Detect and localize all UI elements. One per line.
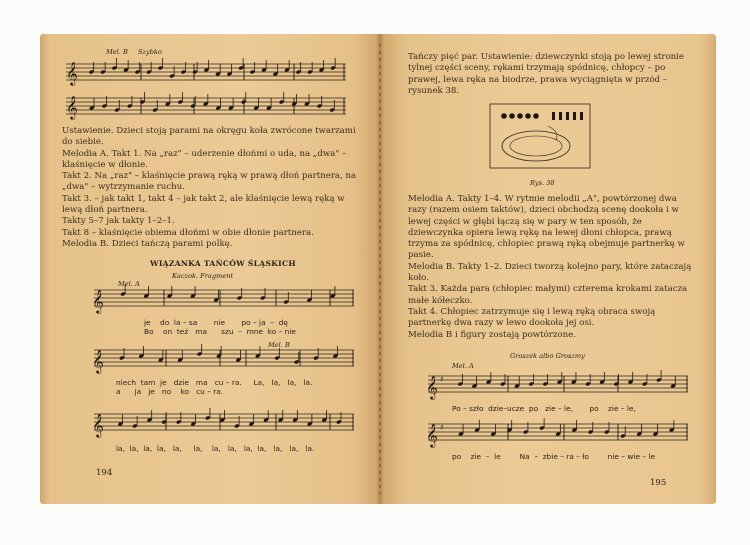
svg-text:♯: ♯ — [440, 423, 444, 432]
right-paragraph: Melodia B. Takty 1–2. Dzieci tworzą kolejno pary, które zataczają koło. — [408, 261, 692, 284]
svg-text:♯: ♯ — [440, 375, 444, 384]
staff-mel-b-2 — [66, 92, 356, 122]
left-paragraph: Takt 3. – jak takt 1, takt 4 – jak takt 2, ale klaśnięcie lewą ręką w lewą dłoń partnera. — [62, 193, 345, 216]
staff-mel-b2 — [94, 410, 380, 438]
lyrics-line: Bo on też ma szu – mne ko – nie — [144, 327, 296, 336]
right-page — [380, 34, 716, 504]
left-paragraph: Melodia A. Takt 1. Na „raz" – uderzenie dłońmi o uda, na „dwa" – klaśnięcie w dłonie. — [62, 148, 347, 170]
tempo-label: Szybko — [138, 48, 162, 56]
lyrics-line: niech tam je dzie ma cu – ra. La, la, la, la. — [116, 378, 313, 387]
svg-text:𝄞: 𝄞 — [66, 95, 78, 119]
dance-figure-diagram — [490, 104, 600, 174]
staff-mel-b-1 — [66, 58, 356, 88]
lyrics-line: a ja je no ko cu – ra. — [116, 387, 224, 396]
staff-mel-a-1 — [94, 286, 380, 314]
staff-mel-a-2 — [94, 346, 380, 374]
left-paragraph: Takt 8 – klaśnięcie obiema dłońmi w obie dłonie partnera. — [62, 227, 314, 238]
right-intro-text — [408, 52, 698, 97]
svg-text:𝄞: 𝄞 — [66, 61, 78, 85]
figure-caption: Rys. 38 — [530, 179, 555, 187]
svg-text:𝄞: 𝄞 — [92, 413, 104, 437]
lyrics-line: Po – szło dzie–ucze po zie – le, po zie – le, — [452, 404, 636, 413]
page-number-right: 195 — [650, 478, 667, 488]
left-page — [40, 34, 380, 504]
page-stack-edge — [714, 40, 716, 502]
song-title: Groszek albo Groszmy — [510, 352, 585, 360]
svg-text:𝄞: 𝄞 — [92, 289, 104, 313]
left-paragraph: Ustawienie. Dzieci stoją parami na okręgu koła zwrócone twarzami do siebie. — [62, 126, 356, 148]
mel-b2-label: Mel. B — [268, 341, 290, 349]
svg-text:𝄞: 𝄞 — [426, 375, 438, 399]
svg-text:𝄞: 𝄞 — [92, 349, 104, 373]
svg-text:𝄞: 𝄞 — [426, 423, 438, 447]
lyrics-line: je do la – sa nie po – ja – dę — [144, 318, 288, 327]
binding-stitch — [379, 44, 381, 494]
mel-b-label: Mel. B — [106, 48, 128, 56]
staff-right-1 — [428, 372, 708, 400]
left-paragraph: Melodia B. Dzieci tańczą parami polkę. — [62, 238, 233, 249]
right-paragraph: Tańczy pięć par. Ustawienie: dziewczynki stoją po lewej stronie tylnej części sceny, rękami trzymają spódnicę, chłopcy – po prawej, lewa ręka na biodrze, prawa wyciągnięta w przód – rysunek 38. — [408, 52, 684, 96]
mel-a-label: Mel. A — [118, 280, 140, 288]
right-paragraph: Melodia A. Takty 1–4. W rytmie melodii „A", powtórzonej dwa razy (razem osiem taktów), dzieci obchodzą scenę dookoła i w lewej części w głębi łączą się w pary w ten sposób, że dziewczynka opiera lewą rękę na lewej dłoni chłopca, prawą trzyma za spódnicę, chłopiec prawą ręką obejmuje partnerkę w pasie. — [408, 194, 685, 261]
page-number-left: 194 — [96, 468, 113, 478]
open-book — [40, 34, 716, 504]
section-title: WIĄZANKA TAŃCÓW ŚLĄSKICH — [150, 259, 296, 268]
mel-a-label-right: Mel. A — [452, 362, 474, 370]
left-paragraph: Takt 2. Na „raz" – klaśnięcie prawą ręką w prawą dłoń partnera, na „dwa" – wytrzymanie ruchu. — [62, 171, 357, 193]
right-body-text — [408, 194, 698, 341]
right-paragraph: Takt 3. Każda para (chłopiec małymi) czterema krokami zatacza małe kółeczko. — [408, 284, 688, 306]
lyrics-line: po zie – le Na – zbie – ra – ło nie – wie – le — [452, 452, 655, 461]
song-subtitle: Kaczok. Fragment — [172, 272, 234, 280]
right-paragraph: Takt 4. Chłopiec zatrzymuje się i lewą ręką obraca swoją partnerkę dwa razy w lewo dookoła jej osi. — [408, 306, 656, 329]
lyrics-line: la, la, la, la, la, la, la, la, la, la, la, la, la. — [116, 444, 315, 453]
right-paragraph: Melodia B i figury zostają powtórzone. — [408, 329, 576, 340]
staff-right-2 — [428, 420, 708, 448]
left-paragraph: Takty 5–7 jak takty 1–2–1. — [62, 216, 175, 227]
left-body-text — [62, 126, 362, 250]
